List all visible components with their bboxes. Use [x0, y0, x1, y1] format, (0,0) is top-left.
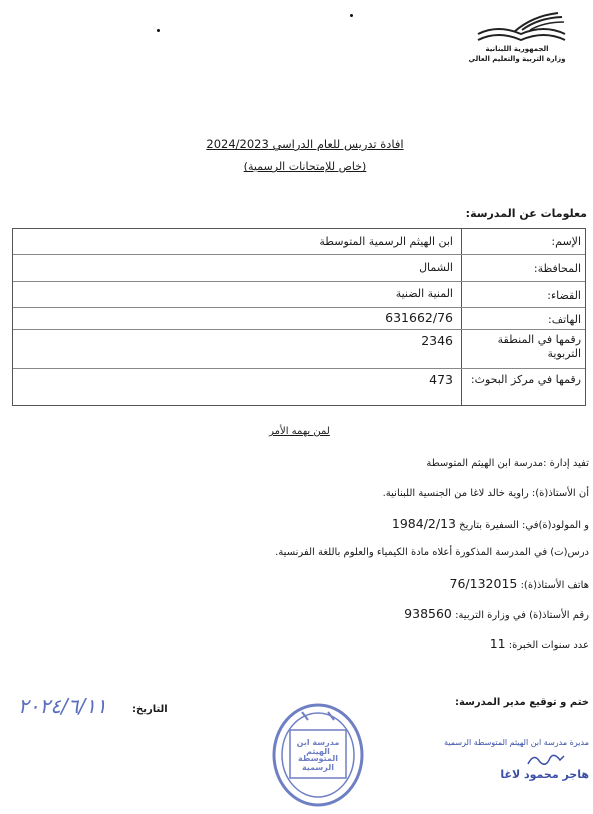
body-line-teacher-phone [450, 576, 589, 591]
body-line-birth [392, 516, 589, 531]
row-label: رقمها في المنطقة التربوية [497, 333, 581, 360]
table-row-region-number [13, 330, 585, 369]
director-title: مديرة مدرسة ابن الهيثم المتوسطة الرسمية [444, 738, 589, 747]
table-row-name [13, 229, 585, 255]
row-value: ابن الهيثم الرسمية المتوسطة [319, 235, 453, 248]
table-row-governorate [13, 255, 585, 282]
school-info-heading: معلومات عن المدرسة: [465, 207, 587, 220]
row-label: الهاتف: [548, 313, 581, 326]
speck [350, 14, 353, 17]
ministry-number-label: رقم الأستاذ(ة) في وزارة التربية: [455, 610, 589, 621]
body-line-school: تفيد إدارة :مدرسة ابن الهيثم المتوسطة [426, 458, 589, 469]
open-book-logo-icon [474, 10, 569, 44]
ministry-number-value: 938560 [404, 606, 452, 621]
body-line-ministry-number [404, 606, 589, 621]
table-row-phone [13, 308, 585, 330]
logo-line-ministry: وزارة التربية والتعليم العالي [468, 55, 566, 63]
teacher-phone-label: هاتف الأستاذ(ة): [520, 580, 589, 591]
row-value: الشمال [419, 261, 453, 274]
row-label: المحافظة: [533, 262, 581, 275]
row-value: 2346 [421, 333, 453, 348]
body-line-subject: درس(ت) في المدرسة المذكورة أعلاه مادة الكيمياء والعلوم باللغة الفرنسية. [275, 547, 589, 558]
school-info-table [12, 228, 586, 406]
to-whom-it-may-concern: لمن يهمه الأمر [269, 426, 330, 437]
document-subtitle: (خاص للإمتحانات الرسمية) [243, 160, 367, 173]
row-label: القضاء: [547, 289, 581, 302]
row-value: 473 [429, 372, 453, 387]
experience-value: 11 [489, 636, 506, 651]
table-row-research-center-number [13, 369, 585, 405]
stamp-signature-label: ختم و توقيع مدير المدرسة: [454, 697, 589, 708]
row-value: المنية الضنية [395, 287, 453, 300]
date-label: التاريخ: [132, 704, 168, 715]
document-title: افادة تدريس للعام الدراسي 2024/2023 [206, 137, 404, 151]
birth-place: و المولود(ة)في: السفيرة بتاريخ [459, 520, 589, 531]
birth-date: 1984/2/13 [391, 516, 456, 531]
teacher-phone-value: 76/132015 [449, 576, 518, 591]
director-name: هاجر محمود لاغا [500, 768, 589, 781]
experience-label: عدد سنوات الخبرة: [508, 640, 589, 651]
speck [157, 29, 160, 32]
row-label: الإسم: [551, 235, 581, 248]
table-row-district [13, 282, 585, 308]
ministry-logo [474, 10, 569, 44]
logo-line-republic: الجمهورية اللبنانية [485, 45, 549, 53]
stamp-text-line1: مدرسة ابن الهيثم [296, 738, 340, 756]
director-signature [526, 750, 566, 770]
handwritten-date: ٢٠٢٤/٦/١١ [18, 694, 107, 718]
stamp-text-line2: المتوسطة الرسمية [298, 754, 338, 772]
body-line-teacher: أن الأستاذ(ة): راوية خالد لاغا من الجنسية اللبنانية. [382, 488, 589, 499]
row-label: رقمها في مركز البحوث: [470, 373, 581, 386]
body-line-experience [490, 636, 589, 651]
row-value: 631662/76 [385, 310, 453, 325]
